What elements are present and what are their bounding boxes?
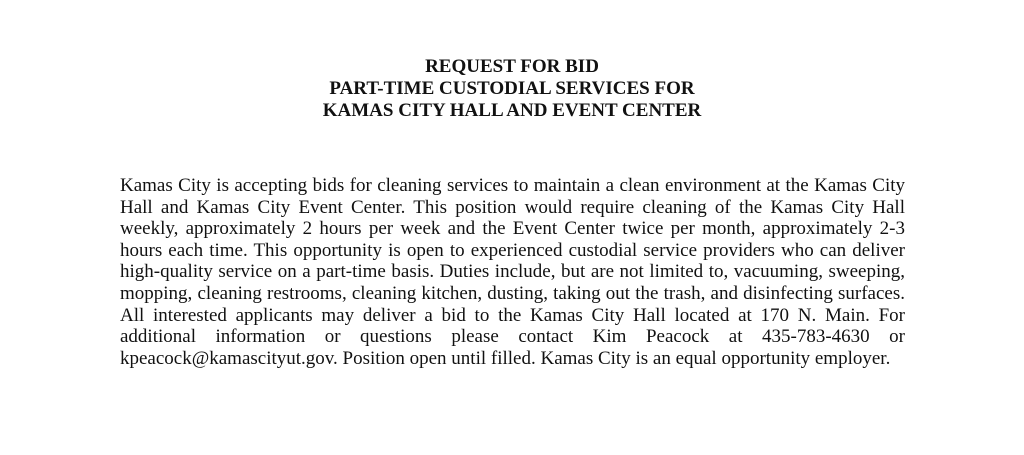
title-line-3: KAMAS CITY HALL AND EVENT CENTER bbox=[322, 100, 702, 121]
title-line-1: REQUEST FOR BID bbox=[425, 56, 599, 77]
body-paragraph: Kamas City is accepting bids for cleaning services to maintain a clean environment at the Kamas City Hall and Kamas City Event Center. This position would require cleaning of the Kamas City Hall weekly, approximately 2 hours per week and the Event Center twice per month, approximately 2-3 hours each time. This opportunity is open to experienced custodial service providers who can deliver high-quality service on a part-time basis. Duties include, but are not limited to, vacuuming, sweeping, mopping, cleaning restrooms, cleaning kitchen, dusting, taking out the trash, and disinfecting surfaces. All interested applicants may deliver a bid to the Kamas City Hall located at 170 N. Main. For additional information or questions please contact Kim Peacock at 435-783-4630 or kpeacock@kamascityut.gov. Position open until filled. Kamas City is an equal opportunity employer. bbox=[120, 175, 905, 369]
document-title bbox=[0, 56, 1024, 122]
title-line-2: PART-TIME CUSTODIAL SERVICES FOR bbox=[329, 78, 695, 99]
